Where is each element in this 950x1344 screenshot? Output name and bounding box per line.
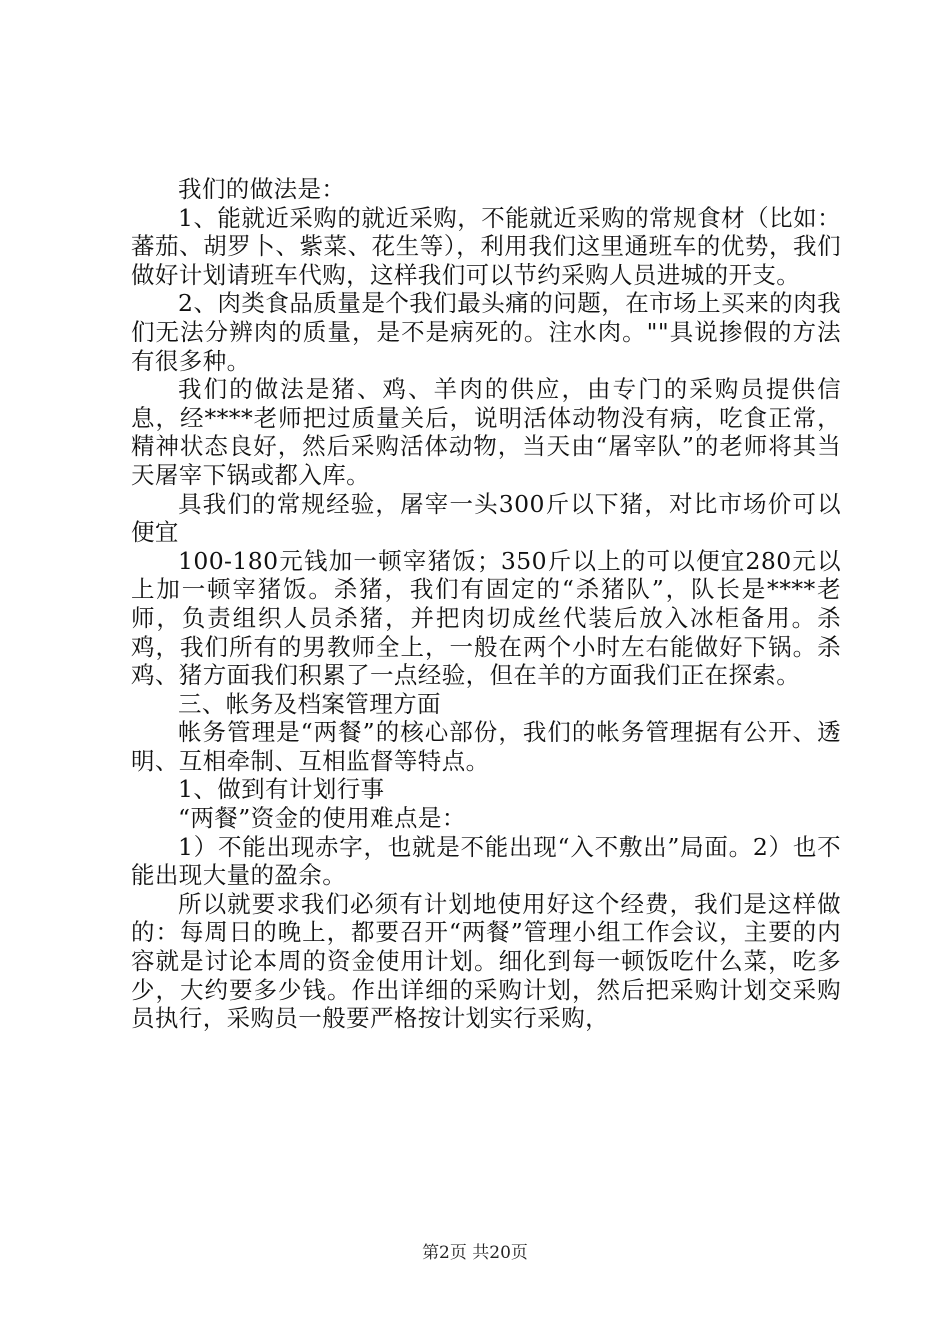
section-heading-accounts: 三、帐务及档案管理方面 (178, 689, 441, 718)
paragraph-meat-method: 我们的做法是猪、鸡、羊肉的供应，由专门的采购员提供信息，经****老师把过质量关后，说明活体动物没有病，吃食正常，精神状态良好，然后采购活体动物，当天由“屠宰队”的老师将其当天屠宰下锅或都入库。 (131, 375, 841, 489)
document-body (131, 175, 841, 1033)
paragraph-nearby-purchase: 1、能就近采购的就近采购，不能就近采购的常规食材（比如：蕃茄、胡罗卜、紫菜、花生等），利用我们这里通班车的优势，我们做好计划请班车代购，这样我们可以节约采购人员进城的开支。 (131, 203, 841, 289)
subheading-planning: 1、做到有计划行事 (178, 775, 385, 804)
paragraph-weekly-plan: 所以就要求我们必须有计划地使用好这个经费，我们是这样做的：每周日的晚上，都要召开“两餐”管理小组工作会议，主要的内容就是讨论本周的资金使用计划。细化到每一顿饭吃什么菜，吃多少，大约要多少钱。作出详细的采购计划，然后把采购计划交采购员执行，采购员一般要严格按计划实行采购， (131, 889, 841, 1033)
page-footer: 第2页 共20页 (422, 1243, 528, 1263)
paragraph-method-intro: 我们的做法是： (178, 175, 346, 203)
paragraph-funding-rules: 1）不能出现赤字，也就是不能出现“入不敷出”局面。2）也不能出现大量的盈余。 (131, 832, 841, 890)
paragraph-slaughter-team: 100-180元钱加一顿宰猪饭；350斤以上的可以便宜280元以上加一顿宰猪饭。杀猪，我们有固定的“杀猪队”，队长是****老师，负责组织人员杀猪，并把肉切成丝代装后放入冰柜备用。杀鸡，我们所有的男教师全上，一般在两个小时左右能做好下锅。杀鸡、猪方面我们积累了一点经验，但在羊的方面我们正在探索。 (131, 546, 841, 690)
paragraph-slaughter-experience: 具我们的常规经验，屠宰一头300斤以下猪，对比市场价可以便宜 (131, 489, 841, 547)
paragraph-accounts-management: 帐务管理是“两餐”的核心部份，我们的帐务管理据有公开、透明、互相牵制、互相监督等特点。 (131, 718, 841, 775)
paragraph-meat-quality: 2、肉类食品质量是个我们最头痛的问题，在市场上买来的肉我们无法分辨肉的质量，是不是病死的。注水肉。""具说掺假的方法有很多种。 (131, 289, 841, 375)
paragraph-funding-difficulty: “两餐”资金的使用难点是： (178, 804, 466, 833)
